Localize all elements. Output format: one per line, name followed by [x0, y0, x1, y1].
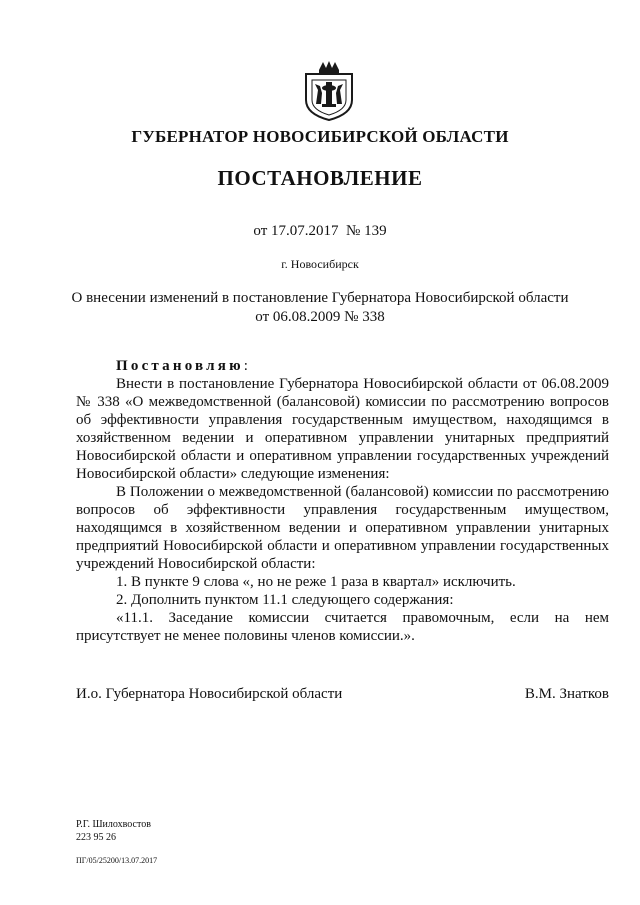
resolve-word-text: Постановляю — [116, 358, 244, 374]
resolve-word — [76, 357, 609, 375]
document-code: ПГ/05/25200/13.07.2017 — [76, 856, 158, 865]
body-paragraph: Внести в постановление Губернатора Новосибирской области от 06.08.2009 № 338 «О межведомственной (балансовой) комиссии по рассмотрению вопросов об эффективности управления государственным имуществом, находящимся в хозяйственном ведении и оперативном управлении унитарных предприятий Новосибирской области и оперативном управлении государственных учреждений Новосибирской области» следующие изменения: — [76, 376, 609, 482]
body-paragraph: В Положении о межведомственной (балансовой) комиссии по рассмотрению вопросов об эффективности управления государственным имуществом, находящимся в хозяйственном ведении и оперативном управлении унитарных предприятий Новосибирской области и оперативном управлении государственных учреждений Новосибирской области: — [76, 484, 609, 572]
body-paragraph: 2. Дополнить пунктом 11.1 следующего содержания: — [116, 592, 454, 608]
document-subject — [0, 289, 640, 327]
executor-name: Р.Г. Шилохвостов — [76, 819, 151, 830]
executor-phone: 223 95 26 — [76, 832, 116, 843]
subject-line-2: от 06.08.2009 № 338 — [255, 309, 385, 325]
body-paragraph: 1. В пункте 9 слова «, но не реже 1 раза в квартал» исключить. — [116, 574, 516, 590]
body-paragraphs — [76, 375, 609, 645]
coat-of-arms-icon — [300, 60, 358, 122]
issuing-authority: ГУБЕРНАТОР НОВОСИБИРСКОЙ ОБЛАСТИ — [131, 127, 509, 146]
signatory-name: В.М. Знатков — [524, 686, 609, 702]
document-number: № 139 — [346, 223, 387, 239]
document-date: от 17.07.2017 — [253, 223, 339, 239]
body-paragraph: «11.1. Заседание комиссии считается правомочным, если на нем присутствует не менее половины членов комиссии.». — [76, 610, 609, 644]
city-label: г. Новосибирск — [281, 257, 359, 271]
signatory-position: И.о. Губернатора Новосибирской области — [76, 686, 343, 702]
resolve-colon: : — [243, 358, 248, 374]
document-type-title: ПОСТАНОВЛЕНИЕ — [217, 166, 423, 190]
executor-block — [76, 818, 151, 844]
date-and-number — [0, 223, 640, 240]
subject-line-1: О внесении изменений в постановление Губернатора Новосибирской области — [71, 290, 569, 306]
